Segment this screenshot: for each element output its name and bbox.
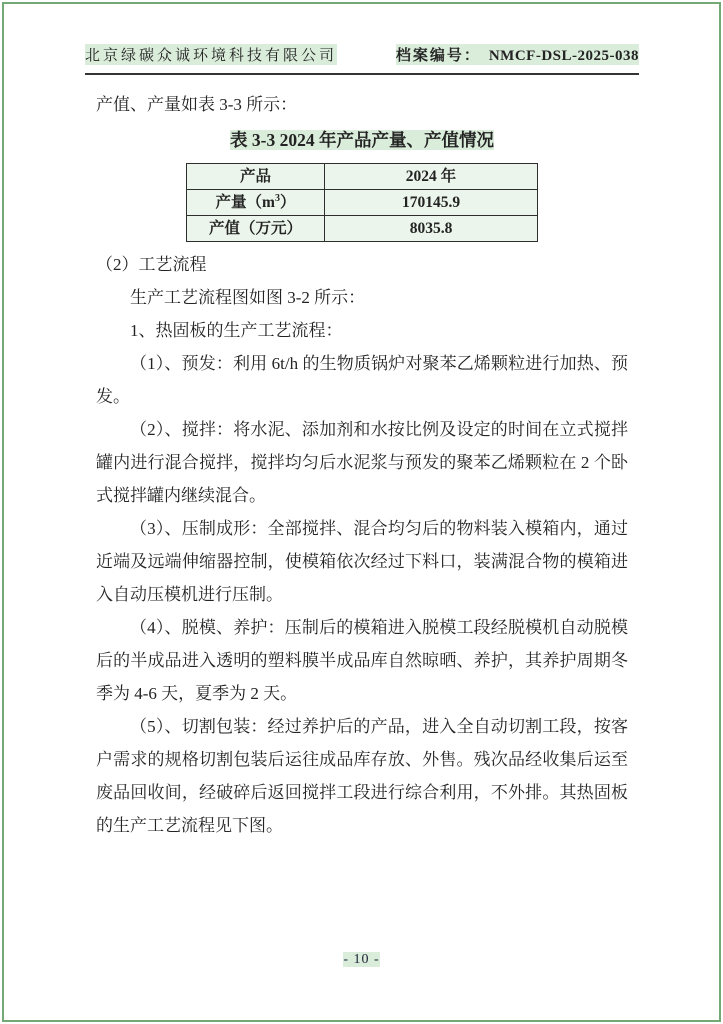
paragraph-prefoam: （1）、预发：利用 6t/h 的生物质锅炉对聚苯乙烯颗粒进行加热、预发。 — [96, 354, 628, 406]
table-header-year: 2024 年 — [325, 164, 538, 190]
table-cell-output-value: 170145.9 — [325, 190, 538, 216]
section-heading: （2）工艺流程 — [96, 255, 207, 274]
table-cell-value-value: 8035.8 — [325, 216, 538, 242]
header-archive — [396, 44, 639, 65]
table-title: 表 3-3 2024 年产品产量、产值情况 — [230, 130, 494, 150]
table-cell-value-label: 产值（万元） — [187, 216, 325, 242]
paragraph-pressing: （3）、压制成形：全部搅拌、混合均匀后的物料装入模箱内，通过近端及远端伸缩器控制，使模箱依次经过下料口，装满混合物的模箱进入自动压模机进行压制。 — [96, 519, 628, 604]
document-body — [96, 88, 628, 842]
page-footer — [0, 952, 723, 968]
process-list-heading: 1、热固板的生产工艺流程： — [130, 321, 343, 340]
header-company-name: 北京绿碳众诚环境科技有限公司 — [85, 44, 337, 65]
flow-intro-line: 生产工艺流程图如图 3-2 所示： — [130, 288, 366, 307]
table-row — [187, 190, 538, 216]
table-cell-output-label: 产量$(m^3)$ — [187, 190, 325, 216]
archive-number-label: 档案编号： — [395, 48, 481, 64]
paragraph-cutting-packing: （5）、切割包装：经过养护后的产品，进入全自动切割工段，按客户需求的规格切割包装后运往成品库存放、外售。残次品经收集后运至废品回收间，经破碎后返回搅拌工段进行综合利用，不外排。其热固板的生产工艺流程见下图。 — [96, 717, 628, 835]
production-table — [186, 163, 538, 242]
intro-line: 产值、产量如表 3-3 所示： — [96, 95, 298, 114]
table-header-row — [187, 164, 538, 190]
table-row — [187, 216, 538, 242]
table-header-product: 产品 — [187, 164, 325, 190]
archive-number-value: NMCF-DSL-2025-038 — [488, 48, 639, 64]
page-header — [85, 44, 639, 75]
page-number: - 10 - — [343, 952, 380, 967]
paragraph-demold-curing: （4）、脱模、养护：压制后的模箱进入脱模工段经脱模机自动脱模后的半成品进入透明的塑料膜半成品库自然晾晒、养护，其养护周期冬季为 4-6 天，夏季为 2 天。 — [96, 618, 628, 703]
paragraph-mixing: （2）、搅拌：将水泥、添加剂和水按比例及设定的时间在立式搅拌罐内进行混合搅拌，搅拌均匀后水泥浆与预发的聚苯乙烯颗粒在 2 个卧式搅拌罐内继续混合。 — [96, 420, 628, 505]
